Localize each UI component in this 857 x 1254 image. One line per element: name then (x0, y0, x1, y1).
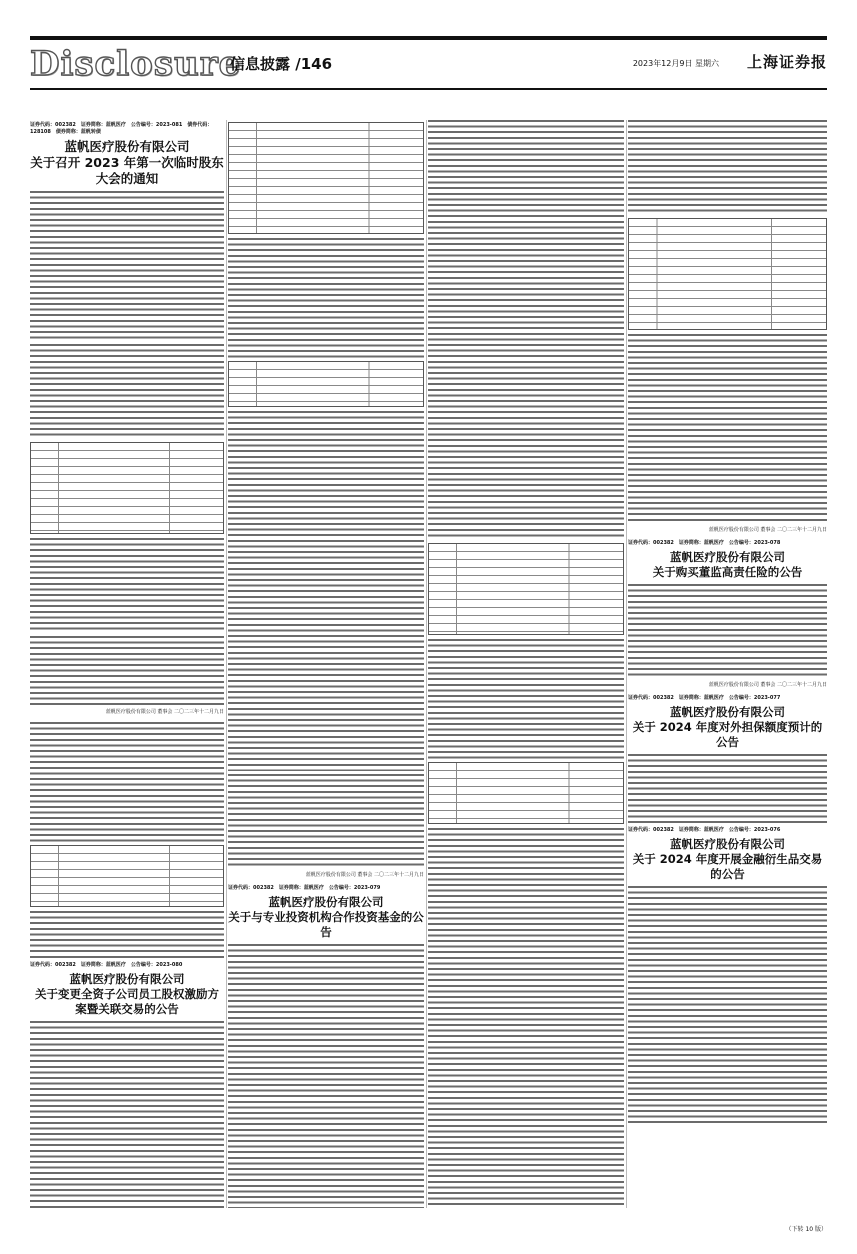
financial-table (228, 122, 424, 234)
notice-subtitle: 关于购买董监高责任险的公告 (652, 565, 803, 579)
disclosure-wordmark: Disclosure (30, 44, 242, 84)
notice-title (30, 139, 224, 187)
notice-subtitle: 关于召开 2023 年第一次临时股东大会的通知 (30, 155, 224, 186)
column-divider (226, 120, 227, 1208)
body-text (628, 754, 827, 824)
notice-title (628, 837, 827, 882)
column-divider (426, 120, 427, 1208)
voting-table (30, 845, 224, 907)
notice-codes: 证券代码：002382 证券简称：蓝帆医疗 公告编号：2023-076 (628, 827, 781, 833)
body-text (30, 722, 224, 842)
masthead (30, 44, 827, 84)
subsidiary-table (428, 543, 624, 635)
guarantee-table (428, 762, 624, 824)
body-text (228, 774, 424, 869)
body-text (30, 191, 224, 341)
notice-subtitle: 关于与专业投资机构合作投资基金的公告 (228, 910, 424, 939)
notice-title (628, 705, 827, 750)
notice-codes: 证券代码：002382 证券简称：蓝帆医疗 公告编号：2023-077 (628, 695, 781, 701)
notice-title (228, 895, 424, 940)
body-text (628, 120, 827, 215)
column-4 (628, 120, 827, 1208)
equity-table (228, 361, 424, 407)
notice-signature: 蓝帆医疗股份有限公司 董事会 二〇二三年十二月九日 (105, 709, 224, 715)
proposal-table (30, 442, 224, 534)
body-text (428, 639, 624, 759)
notice-codes: 证券代码：002382 证券简称：蓝帆医疗 公告编号：2023-080 (30, 962, 183, 968)
notice-subtitle: 关于 2024 年度对外担保额度预计的公告 (632, 720, 823, 749)
body-text (628, 886, 827, 1126)
continuation-note: （下转 10 版） (785, 1226, 827, 1233)
column-1 (30, 120, 224, 1208)
body-text (228, 411, 424, 771)
notice-codes: 证券代码：002382 证券简称：蓝帆医疗 公告编号：2023-081 债券代码：128108 债券简称：蓝帆转债 (30, 122, 213, 135)
notice-title (30, 972, 224, 1017)
column-3 (428, 120, 624, 1208)
column-2 (228, 120, 424, 1208)
notice-company: 蓝帆医疗股份有限公司 (64, 139, 190, 154)
notice-company: 蓝帆医疗股份有限公司 (670, 550, 785, 564)
body-text (228, 944, 424, 1208)
notice-company: 蓝帆医疗股份有限公司 (670, 705, 785, 719)
notice-company: 蓝帆医疗股份有限公司 (670, 837, 785, 851)
issue-date: 2023年12月9日 星期六 (632, 59, 719, 68)
notice-subtitle: 关于 2024 年度开展金融衍生品交易的公告 (632, 852, 823, 881)
body-text (30, 911, 224, 959)
body-text (30, 636, 224, 706)
top-rule (30, 36, 827, 40)
notice-company: 蓝帆医疗股份有限公司 (268, 895, 384, 909)
notice-codes: 证券代码：002382 证券简称：蓝帆医疗 公告编号：2023-078 (628, 540, 781, 546)
notice-company: 蓝帆医疗股份有限公司 (69, 972, 185, 986)
guarantee-quota-table (628, 218, 827, 330)
body-text (428, 120, 624, 540)
body-text (628, 334, 827, 524)
body-text (228, 238, 424, 358)
notice-signature: 蓝帆医疗股份有限公司 董事会 二〇二三年十二月九日 (708, 527, 827, 533)
notice-title (628, 550, 827, 580)
body-text (30, 1021, 224, 1208)
body-text (30, 538, 224, 633)
column-divider (626, 120, 627, 1208)
notice-subtitle: 关于变更全资子公司员工股权激励方案暨关联交易的公告 (35, 987, 219, 1016)
notice-codes: 证券代码：002382 证券简称：蓝帆医疗 公告编号：2023-079 (228, 885, 381, 891)
body-text (428, 828, 624, 1208)
notice-signature: 蓝帆医疗股份有限公司 董事会 二〇二三年十二月九日 (305, 872, 424, 878)
body-text (30, 344, 224, 439)
newspaper-name: 上海证券报 (746, 53, 827, 71)
notice-signature: 蓝帆医疗股份有限公司 董事会 二〇二三年十二月九日 (708, 682, 827, 688)
masthead-rule (30, 88, 827, 90)
section-name: 信息披露 /146 (230, 55, 333, 73)
body-text (628, 584, 827, 679)
